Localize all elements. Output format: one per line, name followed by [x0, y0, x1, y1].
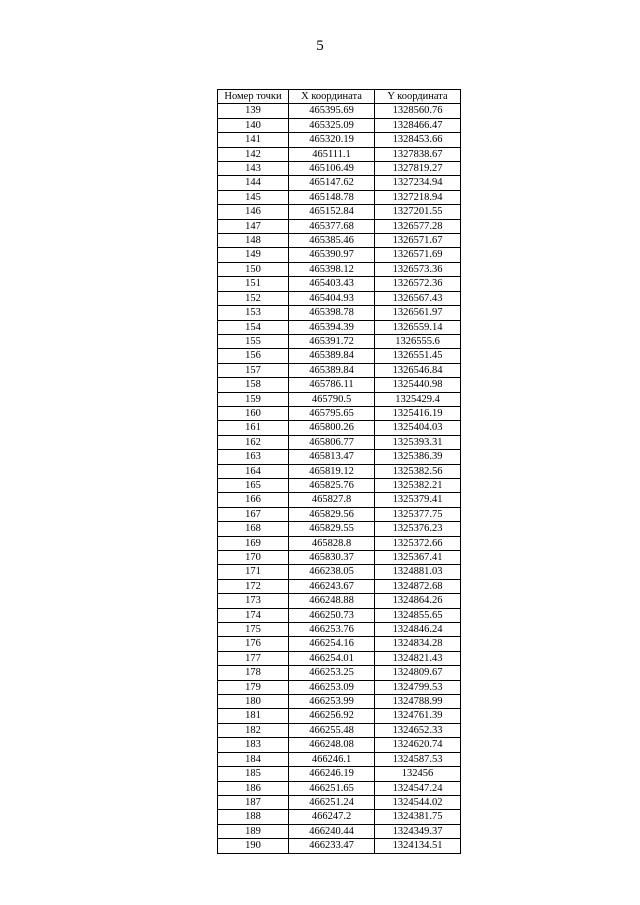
cell-x-coordinate: 465813.47 [289, 450, 375, 464]
cell-x-coordinate: 466250.73 [289, 608, 375, 622]
cell-point-number: 188 [218, 810, 289, 824]
cell-y-coordinate: 1327819.27 [375, 162, 461, 176]
table-row [218, 824, 461, 838]
table-row [218, 695, 461, 709]
table-row [218, 205, 461, 219]
cell-x-coordinate: 465385.46 [289, 234, 375, 248]
table-row [218, 608, 461, 622]
table-row [218, 291, 461, 305]
cell-point-number: 187 [218, 795, 289, 809]
cell-x-coordinate: 465394.39 [289, 320, 375, 334]
table-row [218, 421, 461, 435]
cell-point-number: 140 [218, 118, 289, 132]
cell-x-coordinate: 466248.08 [289, 738, 375, 752]
cell-point-number: 154 [218, 320, 289, 334]
cell-y-coordinate: 1325386.39 [375, 450, 461, 464]
cell-y-coordinate: 1326559.14 [375, 320, 461, 334]
cell-y-coordinate: 1325393.31 [375, 435, 461, 449]
cell-x-coordinate: 465827.8 [289, 493, 375, 507]
table-row [218, 651, 461, 665]
cell-x-coordinate: 466251.24 [289, 795, 375, 809]
cell-x-coordinate: 465391.72 [289, 334, 375, 348]
cell-point-number: 171 [218, 565, 289, 579]
cell-x-coordinate: 466253.99 [289, 695, 375, 709]
cell-y-coordinate: 1324872.68 [375, 579, 461, 593]
cell-point-number: 172 [218, 579, 289, 593]
table-row [218, 709, 461, 723]
cell-x-coordinate: 465147.62 [289, 176, 375, 190]
cell-point-number: 178 [218, 666, 289, 680]
cell-point-number: 177 [218, 651, 289, 665]
cell-x-coordinate: 466247.2 [289, 810, 375, 824]
cell-y-coordinate: 132456 [375, 767, 461, 781]
cell-x-coordinate: 465398.78 [289, 306, 375, 320]
table-row [218, 594, 461, 608]
cell-y-coordinate: 1324544.02 [375, 795, 461, 809]
cell-x-coordinate: 465320.19 [289, 133, 375, 147]
cell-point-number: 148 [218, 234, 289, 248]
cell-x-coordinate: 465828.8 [289, 536, 375, 550]
cell-point-number: 150 [218, 262, 289, 276]
cell-y-coordinate: 1324547.24 [375, 781, 461, 795]
cell-x-coordinate: 465148.78 [289, 190, 375, 204]
cell-y-coordinate: 1325367.41 [375, 551, 461, 565]
cell-point-number: 168 [218, 522, 289, 536]
table-row [218, 752, 461, 766]
cell-point-number: 159 [218, 392, 289, 406]
cell-x-coordinate: 465786.11 [289, 378, 375, 392]
cell-point-number: 181 [218, 709, 289, 723]
cell-point-number: 189 [218, 824, 289, 838]
cell-y-coordinate: 1325429.4 [375, 392, 461, 406]
table-row [218, 219, 461, 233]
table-row [218, 637, 461, 651]
cell-point-number: 155 [218, 334, 289, 348]
cell-x-coordinate: 465389.84 [289, 363, 375, 377]
cell-point-number: 170 [218, 551, 289, 565]
table-row [218, 522, 461, 536]
cell-point-number: 153 [218, 306, 289, 320]
cell-y-coordinate: 1328466.47 [375, 118, 461, 132]
cell-point-number: 180 [218, 695, 289, 709]
cell-y-coordinate: 1325382.21 [375, 478, 461, 492]
cell-x-coordinate: 465829.56 [289, 507, 375, 521]
cell-point-number: 179 [218, 680, 289, 694]
cell-y-coordinate: 1324761.39 [375, 709, 461, 723]
table-row [218, 262, 461, 276]
cell-y-coordinate: 1326571.67 [375, 234, 461, 248]
cell-point-number: 190 [218, 839, 289, 853]
cell-x-coordinate: 465404.93 [289, 291, 375, 305]
cell-point-number: 182 [218, 723, 289, 737]
cell-x-coordinate: 466253.76 [289, 623, 375, 637]
cell-point-number: 173 [218, 594, 289, 608]
cell-point-number: 166 [218, 493, 289, 507]
table-row [218, 781, 461, 795]
cell-y-coordinate: 1324846.24 [375, 623, 461, 637]
table-body [218, 104, 461, 853]
table-row [218, 363, 461, 377]
cell-y-coordinate: 1324799.53 [375, 680, 461, 694]
table-row [218, 666, 461, 680]
cell-y-coordinate: 1327218.94 [375, 190, 461, 204]
cell-x-coordinate: 465829.55 [289, 522, 375, 536]
table-row [218, 507, 461, 521]
table-row [218, 392, 461, 406]
cell-x-coordinate: 465830.37 [289, 551, 375, 565]
cell-point-number: 185 [218, 767, 289, 781]
cell-point-number: 139 [218, 104, 289, 118]
table-row [218, 176, 461, 190]
page-number: 5 [316, 38, 324, 54]
cell-point-number: 147 [218, 219, 289, 233]
cell-y-coordinate: 1325377.75 [375, 507, 461, 521]
cell-point-number: 186 [218, 781, 289, 795]
cell-x-coordinate: 465806.77 [289, 435, 375, 449]
table-row [218, 162, 461, 176]
cell-y-coordinate: 1328453.66 [375, 133, 461, 147]
cell-y-coordinate: 1324587.53 [375, 752, 461, 766]
cell-point-number: 145 [218, 190, 289, 204]
cell-x-coordinate: 466253.25 [289, 666, 375, 680]
cell-point-number: 158 [218, 378, 289, 392]
cell-point-number: 169 [218, 536, 289, 550]
cell-x-coordinate: 466254.01 [289, 651, 375, 665]
cell-x-coordinate: 466255.48 [289, 723, 375, 737]
cell-x-coordinate: 465106.49 [289, 162, 375, 176]
cell-x-coordinate: 466248.88 [289, 594, 375, 608]
table-row [218, 349, 461, 363]
cell-x-coordinate: 466246.1 [289, 752, 375, 766]
table-row [218, 623, 461, 637]
cell-x-coordinate: 465790.5 [289, 392, 375, 406]
cell-y-coordinate: 1324349.37 [375, 824, 461, 838]
cell-point-number: 149 [218, 248, 289, 262]
cell-point-number: 143 [218, 162, 289, 176]
cell-y-coordinate: 1326555.6 [375, 334, 461, 348]
cell-y-coordinate: 1325376.23 [375, 522, 461, 536]
cell-y-coordinate: 1324620.74 [375, 738, 461, 752]
cell-x-coordinate: 465325.09 [289, 118, 375, 132]
cell-y-coordinate: 1326571.69 [375, 248, 461, 262]
table-header-row [218, 90, 461, 104]
cell-point-number: 162 [218, 435, 289, 449]
cell-x-coordinate: 465390.97 [289, 248, 375, 262]
cell-y-coordinate: 1326573.36 [375, 262, 461, 276]
cell-x-coordinate: 466254.16 [289, 637, 375, 651]
cell-y-coordinate: 1324834.28 [375, 637, 461, 651]
table-row [218, 565, 461, 579]
cell-point-number: 183 [218, 738, 289, 752]
table-row [218, 320, 461, 334]
coordinates-table [217, 89, 461, 854]
table-row [218, 723, 461, 737]
cell-x-coordinate: 465377.68 [289, 219, 375, 233]
cell-y-coordinate: 1325382.56 [375, 464, 461, 478]
table-row [218, 810, 461, 824]
cell-y-coordinate: 1324881.03 [375, 565, 461, 579]
cell-point-number: 165 [218, 478, 289, 492]
cell-point-number: 176 [218, 637, 289, 651]
header-x-coordinate: X координата [289, 90, 375, 104]
table-row [218, 234, 461, 248]
cell-point-number: 142 [218, 147, 289, 161]
cell-y-coordinate: 1326546.84 [375, 363, 461, 377]
cell-point-number: 167 [218, 507, 289, 521]
cell-x-coordinate: 465825.76 [289, 478, 375, 492]
table-row [218, 536, 461, 550]
table-row [218, 795, 461, 809]
cell-x-coordinate: 466246.19 [289, 767, 375, 781]
cell-y-coordinate: 1326572.36 [375, 277, 461, 291]
cell-x-coordinate: 466253.09 [289, 680, 375, 694]
cell-point-number: 161 [218, 421, 289, 435]
cell-point-number: 146 [218, 205, 289, 219]
cell-x-coordinate: 465795.65 [289, 406, 375, 420]
cell-y-coordinate: 1325440.98 [375, 378, 461, 392]
cell-x-coordinate: 466256.92 [289, 709, 375, 723]
cell-point-number: 175 [218, 623, 289, 637]
table-row [218, 767, 461, 781]
cell-x-coordinate: 466251.65 [289, 781, 375, 795]
cell-point-number: 157 [218, 363, 289, 377]
cell-y-coordinate: 1324855.65 [375, 608, 461, 622]
cell-x-coordinate: 465389.84 [289, 349, 375, 363]
cell-x-coordinate: 465111.1 [289, 147, 375, 161]
cell-y-coordinate: 1327201.55 [375, 205, 461, 219]
table-row [218, 839, 461, 853]
cell-point-number: 184 [218, 752, 289, 766]
cell-x-coordinate: 466233.47 [289, 839, 375, 853]
cell-y-coordinate: 1325372.66 [375, 536, 461, 550]
cell-x-coordinate: 466240.44 [289, 824, 375, 838]
cell-x-coordinate: 465152.84 [289, 205, 375, 219]
table-row [218, 551, 461, 565]
table-row [218, 248, 461, 262]
table-row [218, 478, 461, 492]
cell-x-coordinate: 466238.05 [289, 565, 375, 579]
cell-x-coordinate: 465403.43 [289, 277, 375, 291]
table-row [218, 579, 461, 593]
cell-x-coordinate: 465398.12 [289, 262, 375, 276]
cell-point-number: 151 [218, 277, 289, 291]
table-row [218, 464, 461, 478]
table-row [218, 435, 461, 449]
cell-y-coordinate: 1327234.94 [375, 176, 461, 190]
cell-y-coordinate: 1328560.76 [375, 104, 461, 118]
cell-y-coordinate: 1326551.45 [375, 349, 461, 363]
cell-point-number: 144 [218, 176, 289, 190]
cell-y-coordinate: 1324864.26 [375, 594, 461, 608]
cell-point-number: 163 [218, 450, 289, 464]
cell-x-coordinate: 465819.12 [289, 464, 375, 478]
cell-y-coordinate: 1324809.67 [375, 666, 461, 680]
cell-y-coordinate: 1325416.19 [375, 406, 461, 420]
cell-x-coordinate: 465800.26 [289, 421, 375, 435]
cell-y-coordinate: 1325404.03 [375, 421, 461, 435]
cell-point-number: 152 [218, 291, 289, 305]
table-row [218, 450, 461, 464]
cell-y-coordinate: 1326567.43 [375, 291, 461, 305]
table-row [218, 133, 461, 147]
table-row [218, 118, 461, 132]
cell-point-number: 156 [218, 349, 289, 363]
table-row [218, 406, 461, 420]
cell-y-coordinate: 1326561.97 [375, 306, 461, 320]
cell-x-coordinate: 465395.69 [289, 104, 375, 118]
cell-y-coordinate: 1327838.67 [375, 147, 461, 161]
table-row [218, 306, 461, 320]
table-row [218, 680, 461, 694]
table-row [218, 277, 461, 291]
table-row [218, 738, 461, 752]
cell-y-coordinate: 1324652.33 [375, 723, 461, 737]
header-point-number: Номер точки [218, 90, 289, 104]
table-row [218, 104, 461, 118]
cell-point-number: 160 [218, 406, 289, 420]
header-y-coordinate: Y координата [375, 90, 461, 104]
table-row [218, 147, 461, 161]
cell-y-coordinate: 1324381.75 [375, 810, 461, 824]
table-row [218, 190, 461, 204]
cell-y-coordinate: 1325379.41 [375, 493, 461, 507]
table-row [218, 493, 461, 507]
table-row [218, 378, 461, 392]
cell-point-number: 141 [218, 133, 289, 147]
cell-x-coordinate: 466243.67 [289, 579, 375, 593]
cell-y-coordinate: 1326577.28 [375, 219, 461, 233]
cell-y-coordinate: 1324821.43 [375, 651, 461, 665]
cell-point-number: 174 [218, 608, 289, 622]
table-row [218, 334, 461, 348]
cell-point-number: 164 [218, 464, 289, 478]
cell-y-coordinate: 1324788.99 [375, 695, 461, 709]
cell-y-coordinate: 1324134.51 [375, 839, 461, 853]
